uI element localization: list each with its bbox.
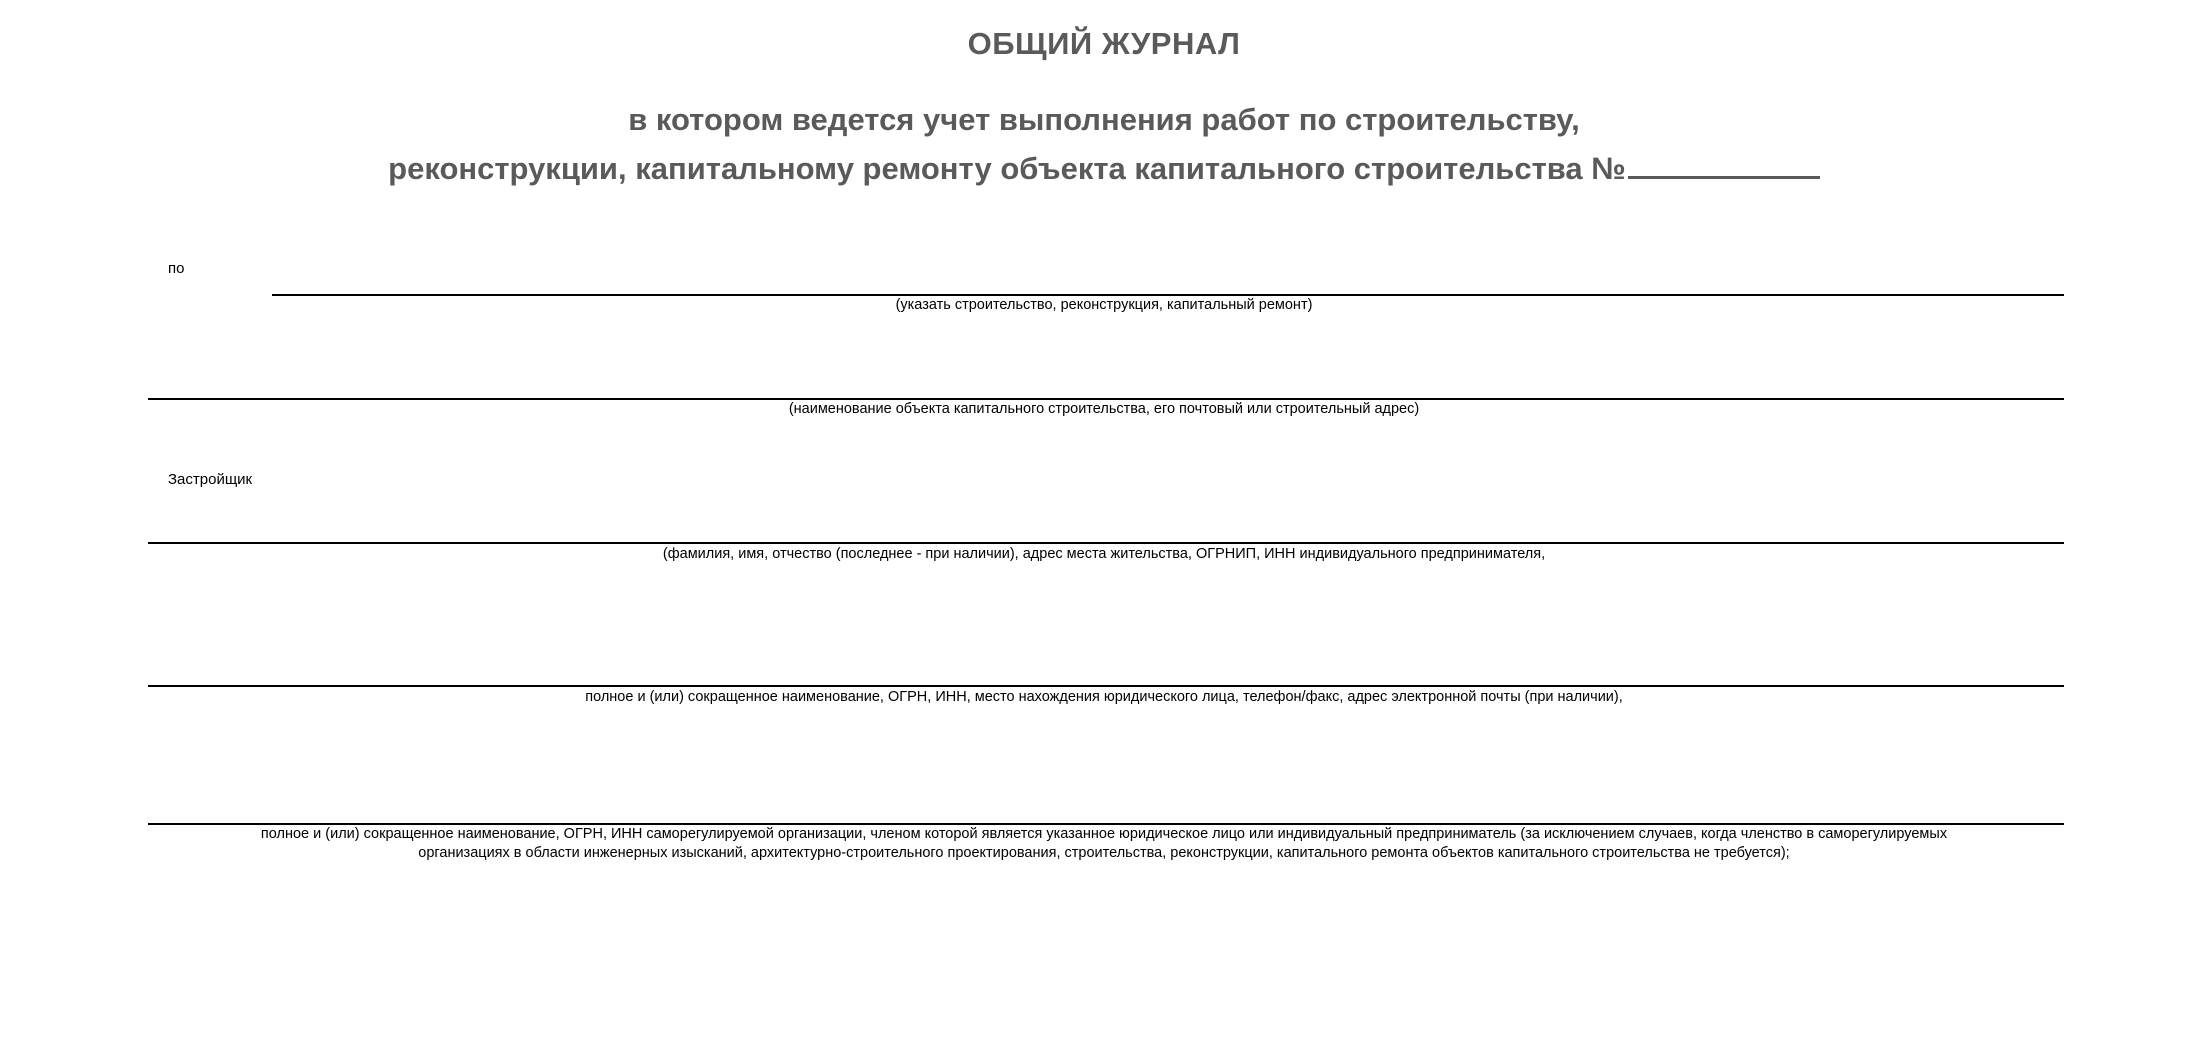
- po-label: по: [168, 260, 185, 277]
- developer-label: Застройщик: [168, 471, 253, 488]
- developer-person-hint: (фамилия, имя, отчество (последнее - при наличии), адрес места жительства, ОГРНИП, ИНН индивидуального предпринимателя,: [662, 546, 1546, 562]
- document-subtitle-line-1: в котором ведется учет выполнения работ по строительству,: [628, 102, 1580, 137]
- object-name-hint: (наименование объекта капитального строительства, его почтовый или строительный адрес): [788, 401, 1420, 417]
- developer-org-line[interactable]: [148, 685, 2064, 687]
- object-number-blank[interactable]: [1628, 146, 1820, 179]
- sro-hint-line-1: полное и (или) сокращенное наименование, ОГРН, ИНН саморегулируемой организации, членом которой является указанное юридическое лицо или индивидуальный предприниматель (за исключением случаев, когда членство в саморегулируемых: [260, 826, 1948, 842]
- sro-hint-line-2: организациях в области инженерных изысканий, архитектурно-строительного проектирования, строительства, реконструкции, капитального ремонта объектов капитального строительства не требуется);: [418, 845, 1790, 861]
- subtitle-line-2-text: реконструкции, капитальному ремонту объекта капитального строительства №: [388, 151, 1626, 186]
- developer-person-line[interactable]: [148, 542, 2064, 544]
- document-subtitle-line-2: [0, 146, 2208, 187]
- document-title: ОБЩИЙ ЖУРНАЛ: [967, 26, 1241, 61]
- works-type-hint: (указать строительство, реконструкция, капитальный ремонт): [895, 297, 1313, 313]
- developer-org-hint: полное и (или) сокращенное наименование, ОГРН, ИНН, место нахождения юридического лица, телефон/факс, адрес электронной почты (при наличии),: [585, 689, 1623, 705]
